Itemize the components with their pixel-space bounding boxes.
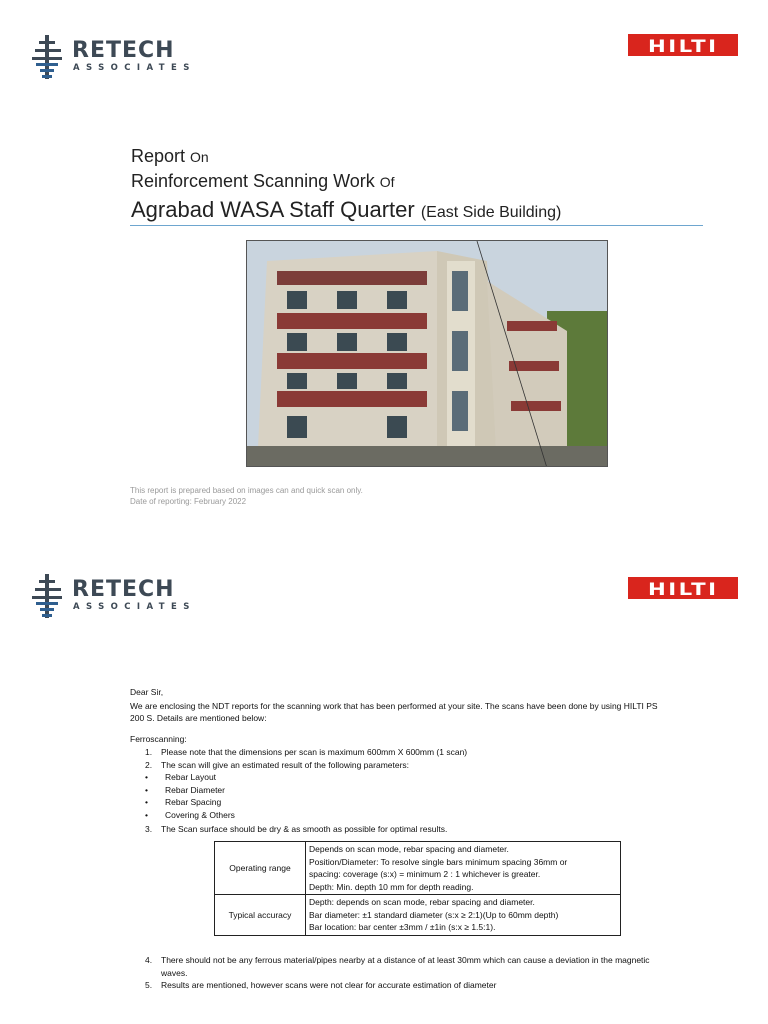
specification-table bbox=[214, 841, 621, 936]
list-text: waves. bbox=[161, 967, 188, 978]
retech-wordmark: RETECH bbox=[72, 577, 175, 602]
title-word-of: Of bbox=[379, 174, 395, 190]
intro-line2: 200 S. Details are mentioned below: bbox=[130, 713, 267, 723]
list-number: 4. bbox=[145, 955, 153, 965]
table-label-operating-range: Operating range bbox=[215, 842, 306, 895]
bullet-text: Rebar Layout bbox=[165, 772, 217, 782]
title-project-name: Agrabad WASA Staff Quarter bbox=[131, 197, 421, 222]
retech-subtitle: ASSOCIATES bbox=[73, 63, 196, 73]
salutation: Dear Sir, bbox=[130, 687, 164, 697]
intro-line1: We are enclosing the NDT reports for the scanning work that has been performed at your site. The scans have been done by using HILTI PS bbox=[130, 701, 658, 711]
section-ferroscanning: Ferroscanning: bbox=[130, 734, 187, 744]
list-text: Results are mentioned, however scans were not clear for accurate estimation of diameter bbox=[161, 980, 497, 990]
retech-emblem-icon bbox=[30, 572, 70, 622]
table-line: Depth: depends on scan mode, rebar spacing and diameter. bbox=[309, 897, 535, 907]
bullet-text: Rebar Diameter bbox=[165, 784, 225, 795]
hilti-wordmark: HILTI bbox=[647, 37, 719, 57]
list-number: 3. bbox=[145, 824, 153, 834]
title-reinforcement: Reinforcement Scanning Work bbox=[131, 171, 380, 191]
intro-paragraph bbox=[130, 700, 710, 724]
table-row bbox=[215, 842, 621, 895]
bullet-text: Rebar Spacing bbox=[165, 797, 222, 807]
bullet-text: Covering & Others bbox=[165, 809, 235, 820]
hilti-logo bbox=[628, 34, 738, 56]
list-text: There should not be any ferrous material/pipes nearby at a distance of at least 30mm which can cause a deviation in the magnetic bbox=[161, 955, 650, 965]
title-building: (East Side Building) bbox=[420, 204, 562, 221]
table-line: spacing: coverage (s:x) = minimum 2 : 1 whichever is greater. bbox=[309, 869, 541, 879]
bullet-icon: • bbox=[145, 809, 148, 820]
hilti-logo-page2 bbox=[628, 577, 738, 599]
table-cell-operating-range bbox=[306, 842, 621, 895]
cover-title-line2 bbox=[131, 171, 395, 192]
table-line: Bar location: bar center ±3mm / ±1in (s:x ≥ 1.5:1). bbox=[309, 922, 496, 932]
cover-note-scan: This report is prepared based on images can and quick scan only. bbox=[130, 486, 363, 495]
table-row bbox=[215, 895, 621, 936]
retech-logo-page2 bbox=[30, 572, 240, 632]
retech-wordmark: RETECH bbox=[72, 38, 175, 63]
list-text: The scan will give an estimated result of the following parameters: bbox=[161, 759, 410, 770]
table-line: Bar diameter: ±1 standard diameter (s:x ≥ 2:1)(Up to 60mm depth) bbox=[309, 909, 559, 920]
hilti-wordmark: HILTI bbox=[647, 580, 719, 600]
retech-emblem-icon bbox=[30, 33, 70, 83]
cover-note-date: Date of reporting: February 2022 bbox=[130, 497, 247, 506]
bullet-icon: • bbox=[145, 772, 148, 782]
retech-logo bbox=[30, 33, 240, 93]
list-text: The Scan surface should be dry & as smooth as possible for optimal results. bbox=[161, 824, 448, 834]
table-line: Depends on scan mode, rebar spacing and diameter. bbox=[309, 844, 509, 854]
list-number: 2. bbox=[145, 759, 153, 770]
table-line: Depth: Min. depth 10 mm for depth reading. bbox=[309, 881, 474, 892]
cover-title-line1 bbox=[131, 146, 209, 167]
list-text: Please note that the dimensions per scan is maximum 600mm X 600mm (1 scan) bbox=[161, 747, 468, 757]
title-word-on: On bbox=[190, 149, 209, 165]
bullet-icon: • bbox=[145, 797, 148, 807]
table-cell-typical-accuracy bbox=[306, 895, 621, 936]
bullet-icon: • bbox=[145, 784, 148, 795]
cover-title-line3 bbox=[131, 197, 561, 223]
title-divider bbox=[130, 225, 703, 226]
list-number: 1. bbox=[145, 747, 153, 757]
building-photo bbox=[246, 240, 608, 467]
list-number: 5. bbox=[145, 980, 153, 990]
table-line: Position/Diameter: To resolve single bars minimum spacing 36mm or bbox=[309, 856, 568, 867]
title-word-report: Report bbox=[131, 146, 191, 166]
table-label-typical-accuracy: Typical accuracy bbox=[215, 895, 306, 936]
retech-subtitle: ASSOCIATES bbox=[73, 602, 196, 612]
